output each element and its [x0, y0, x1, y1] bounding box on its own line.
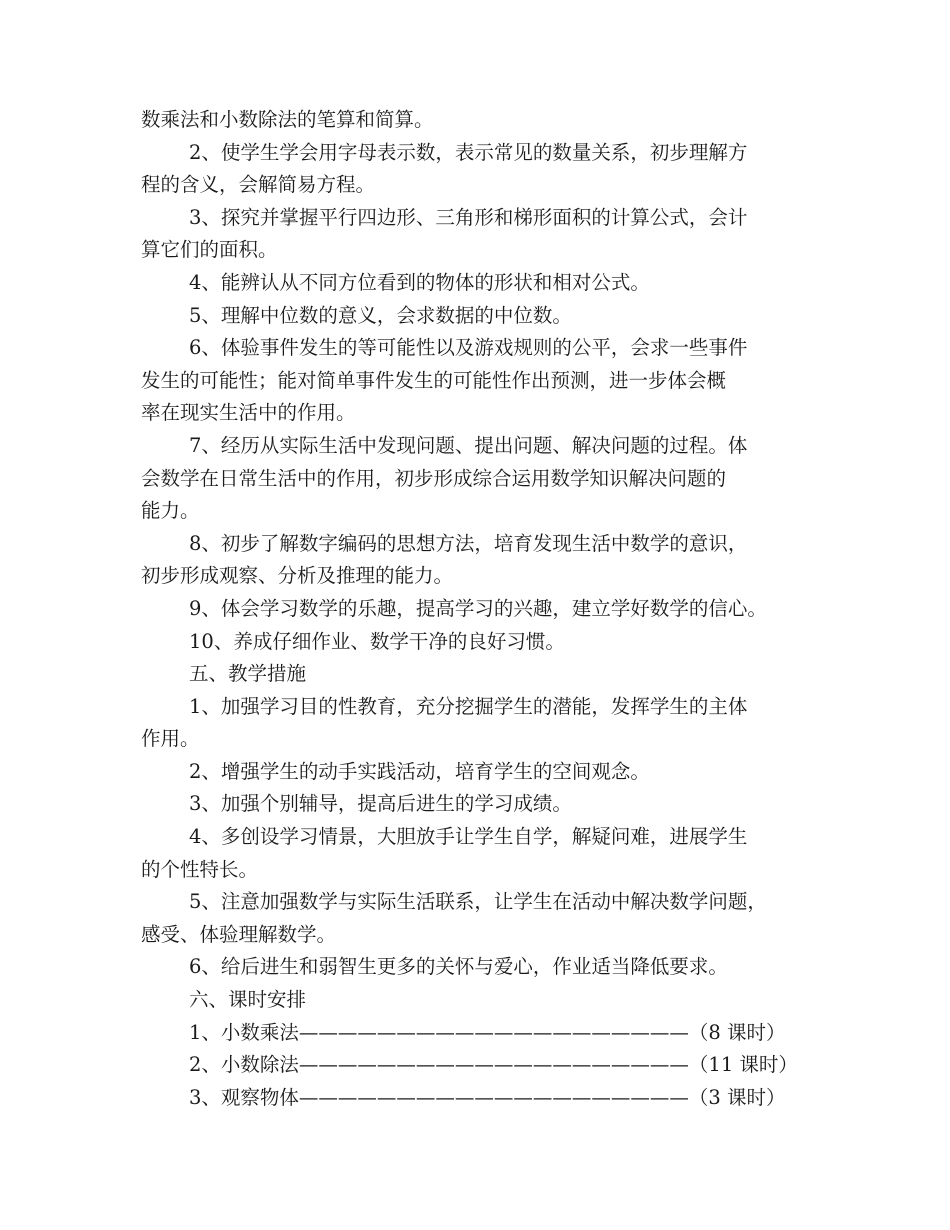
paragraph-line: 感受、体验理解数学。: [141, 922, 337, 946]
paragraph-line: 10、养成仔细作业、数学干净的良好习惯。: [189, 629, 565, 653]
paragraph-line: 会数学在日常生活中的作用，初步形成综合运用数学知识解决问题的: [141, 466, 727, 490]
schedule-row: [141, 1049, 841, 1082]
paragraph-line: 发生的可能性；能对简单事件发生的可能性作出预测，进一步体会概: [141, 368, 727, 392]
paragraph-line: 5、理解中位数的意义，会求数据的中位数。: [189, 303, 572, 327]
schedule-item: 1、小数乘法: [189, 1020, 299, 1044]
schedule-leader: ————————————————————: [298, 1053, 689, 1077]
schedule-hours: （3 课时）: [688, 1085, 786, 1109]
schedule-row: [141, 1082, 841, 1115]
schedule-leader: ————————————————————: [298, 1020, 689, 1044]
schedule-item: 2、小数除法: [189, 1053, 299, 1077]
schedule-item: 3、观察物体: [189, 1085, 299, 1109]
paragraph-line: 4、多创设学习情景，大胆放手让学生自学，解疑问难，进展学生: [189, 825, 748, 849]
paragraph-line: 4、能辨认从不同方位看到的物体的形状和相对公式。: [189, 270, 650, 294]
paragraph-line: 程的含义，会解简易方程。: [141, 173, 376, 197]
schedule-leader: ————————————————————: [298, 1085, 689, 1109]
paragraph-line: 算它们的面积。: [141, 238, 278, 262]
paragraph-line: 6、给后进生和弱智生更多的关怀与爱心，作业适当降低要求。: [189, 955, 728, 979]
paragraph-line: 数乘法和小数除法的笔算和简算。: [141, 108, 434, 131]
paragraph-line: 3、加强个别辅导，提高后进生的学习成绩。: [189, 792, 572, 816]
paragraph-line: 率在现实生活中的作用。: [141, 401, 356, 425]
paragraph-line: 作用。: [141, 727, 200, 751]
paragraph-line: 2、增强学生的动手实践活动，培育学生的空间观念。: [189, 759, 650, 783]
paragraph-line: 3、探究并掌握平行四边形、三角形和梯形面积的计算公式，会计: [189, 205, 748, 229]
schedule-hours: （8 课时）: [688, 1020, 786, 1044]
schedule-row: [141, 1017, 841, 1050]
section-heading: 六、课时安排: [189, 988, 307, 1012]
paragraph-line: 2、使学生学会用字母表示数，表示常见的数量关系，初步理解方: [189, 140, 748, 164]
schedule-hours: （11 课时）: [688, 1053, 798, 1077]
paragraph-line: 8、初步了解数字编码的思想方法，培育发现生活中数学的意识，: [189, 531, 748, 555]
paragraph-line: 能力。: [141, 499, 200, 523]
paragraph-line: 初步形成观察、分析及推理的能力。: [141, 564, 454, 588]
section-heading: 五、教学措施: [189, 662, 307, 686]
paragraph-line: 1、加强学习目的性教育，充分挖掘学生的潜能，发挥学生的主体: [189, 694, 748, 718]
paragraph-line: 6、体验事件发生的等可能性以及游戏规则的公平，会求一些事件: [189, 336, 748, 360]
paragraph-line: 的个性特长。: [141, 857, 259, 881]
paragraph-line: 9、体会学习数学的乐趣，提高学习的兴趣，建立学好数学的信心。: [189, 596, 767, 620]
document-body: [141, 104, 841, 1114]
paragraph-line: 5、注意加强数学与实际生活联系，让学生在活动中解决数学问题，: [189, 890, 767, 914]
paragraph-line: 7、经历从实际生活中发现问题、提出问题、解决问题的过程。体: [189, 433, 748, 457]
